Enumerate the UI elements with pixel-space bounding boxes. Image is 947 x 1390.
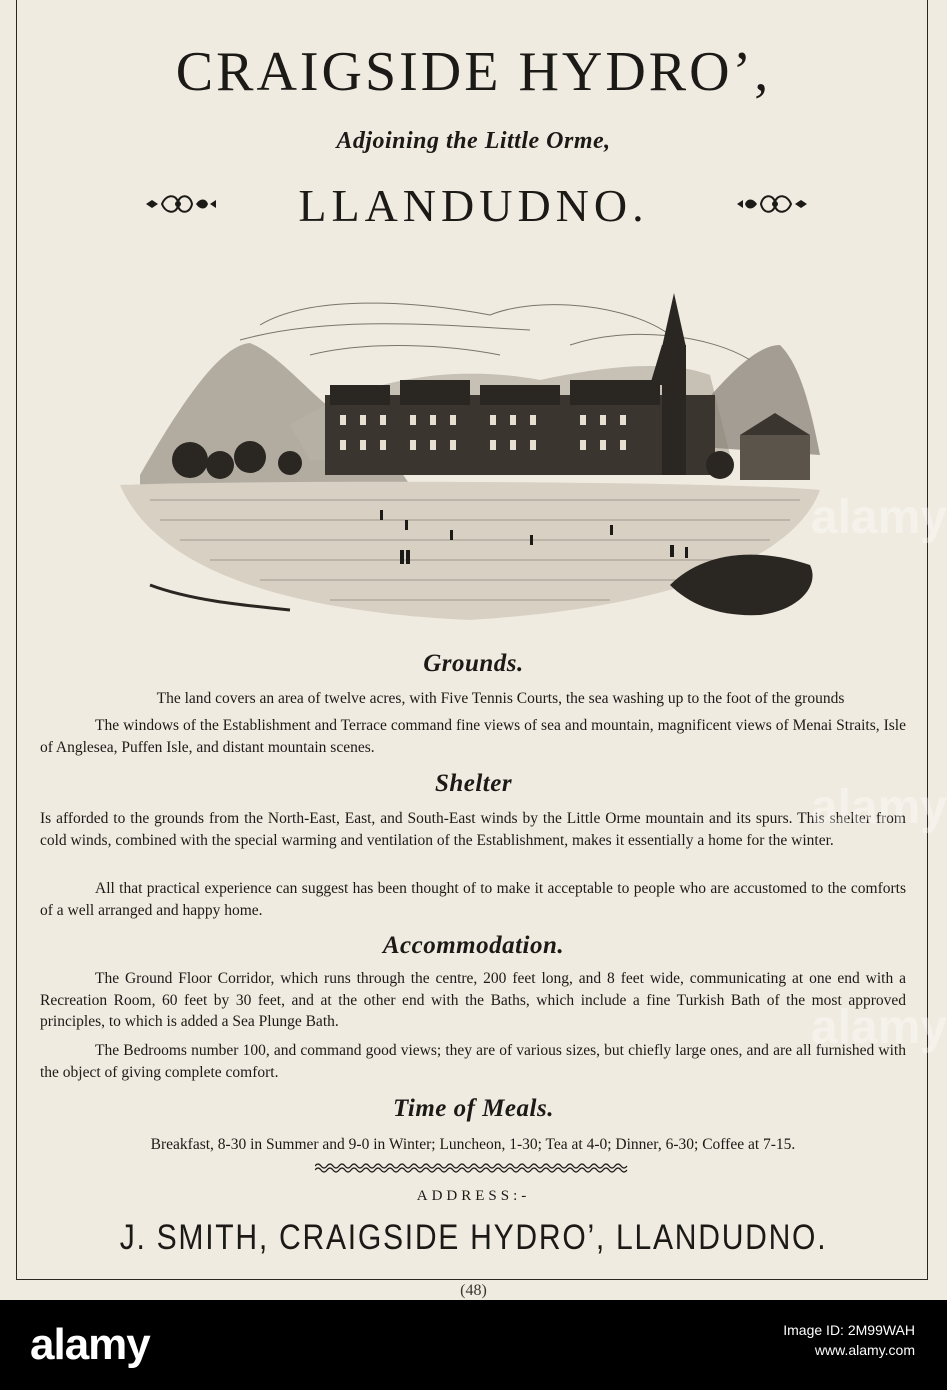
- page-number: (48): [460, 1283, 487, 1299]
- advert-title: CRAIGSIDE HYDRO’,: [175, 41, 772, 103]
- ornament-right-icon: [735, 190, 809, 218]
- accommodation-paragraph-2: The Bedrooms number 100, and command good views; they are of various sizes, but chiefly large ones, and are all furnished with the object of giving complete comfort.: [40, 1042, 906, 1081]
- heading-shelter: Shelter: [434, 770, 513, 797]
- address-label: ADDRESS:-: [416, 1188, 531, 1204]
- watermark-text: alamy: [810, 491, 947, 544]
- watermark-text: alamy: [810, 1001, 947, 1054]
- image-id-label: Image ID: 2M99WAH: [783, 1322, 915, 1338]
- advert-subtitle: Adjoining the Little Orme,: [336, 128, 611, 154]
- town-name: LLANDUDNO.: [298, 180, 649, 231]
- site-link[interactable]: www.alamy.com: [814, 1342, 915, 1358]
- grounds-paragraph-1: The land covers an area of twelve acres, with Five Tennis Courts, the sea washing up to the foot of the grounds: [156, 690, 845, 707]
- heading-time-of-meals: Time of Meals.: [393, 1095, 554, 1122]
- shelter-paragraph-2: All that practical experience can suggest has been thought of to make it acceptable to people who are accustomed to the comforts of a well arranged and happy home.: [40, 880, 906, 919]
- wavy-divider: [315, 1162, 630, 1174]
- heading-grounds: Grounds.: [423, 650, 524, 677]
- stock-footer: [0, 1300, 947, 1390]
- town-row: [0, 176, 947, 236]
- hotel-engraving-image: [110, 285, 830, 625]
- heading-accommodation: Accommodation.: [382, 932, 565, 959]
- address-line: J. SMITH, CRAIGSIDE HYDRO’, LLANDUDNO.: [119, 1218, 828, 1257]
- meals-paragraph: Breakfast, 8-30 in Summer and 9-0 in Winter; Luncheon, 1-30; Tea at 4-0; Dinner, 6-30; Coffee at 7-15.: [150, 1136, 796, 1153]
- shelter-paragraph-1: Is afforded to the grounds from the North-East, East, and South-East winds by the Little Orme mountain and its spurs. This shelter from cold winds, combined with the special warming and ventilation of the Establishment, makes it essentially a home for the winter.: [40, 810, 906, 849]
- watermark-text: alamy: [810, 781, 947, 834]
- grounds-paragraph-2: The windows of the Establishment and Terrace command fine views of sea and mountain, magnificent views of Menai Straits, Isle of Anglesea, Puffen Isle, and distant mountain scenes.: [40, 717, 906, 756]
- alamy-logo: alamy: [30, 1320, 150, 1369]
- accommodation-paragraph-1: The Ground Floor Corridor, which runs through the centre, 200 feet long, and 8 feet wide, communicating at one end with a Recreation Room, 60 feet by 30 feet, and at the other end with the Baths, which include a fine Turkish Bath of the most approved principles, to which is added a Sea Plunge Bath.: [40, 970, 906, 1030]
